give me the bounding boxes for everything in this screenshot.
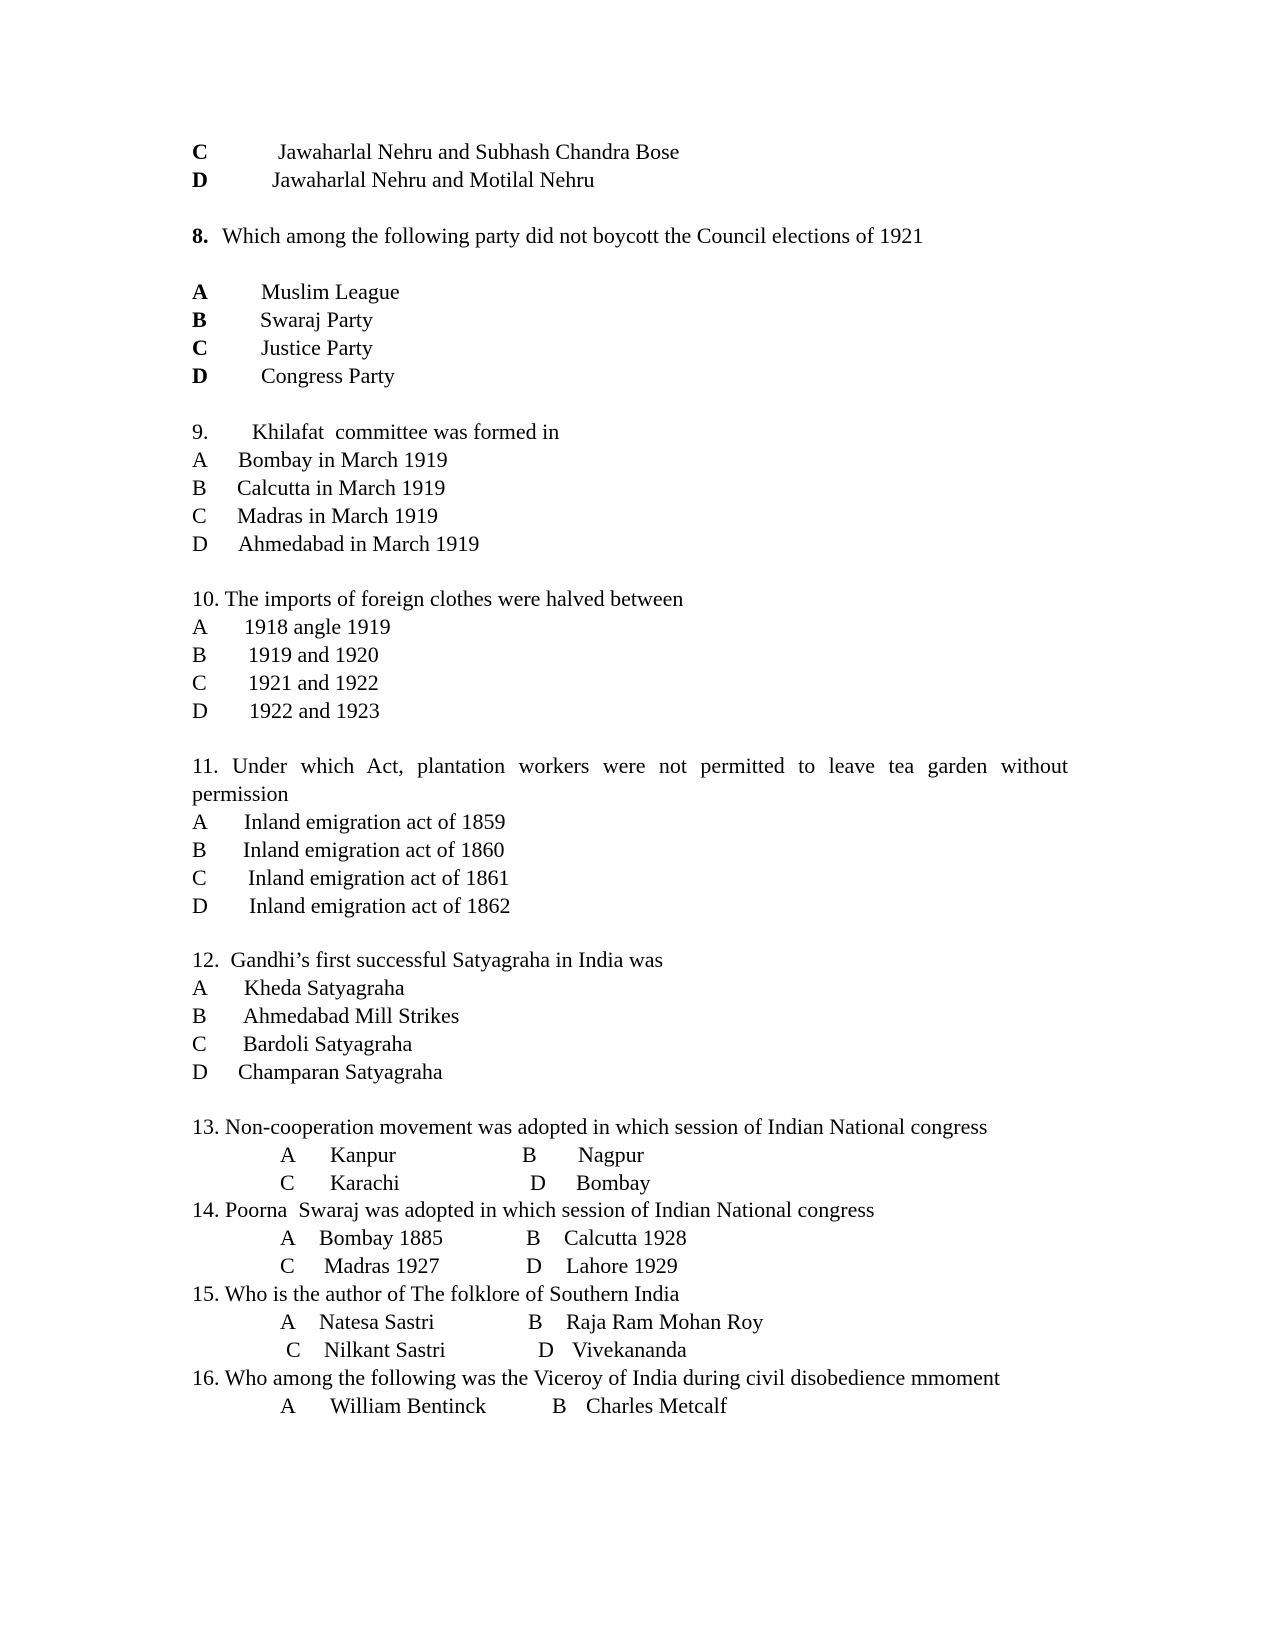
option-text: Congress Party [261, 363, 395, 388]
question-text: Khilafat committee was formed in [252, 419, 560, 444]
question-number: 9. [192, 419, 209, 444]
option-text: Justice Party [261, 335, 373, 360]
option-letter: C [280, 1170, 295, 1195]
option-letter: D [526, 1253, 542, 1278]
option-letter: C [192, 1031, 207, 1056]
option-letter: D [192, 531, 208, 556]
option-text: Kanpur [330, 1142, 396, 1167]
option-text: Jawaharlal Nehru and Motilal Nehru [272, 167, 595, 192]
option-letter: B [192, 307, 207, 332]
option-text: Kheda Satyagraha [244, 975, 405, 1000]
option-text: Nagpur [578, 1142, 644, 1167]
option-text: Calcutta in March 1919 [237, 475, 446, 500]
option-text: Natesa Sastri [319, 1309, 435, 1334]
option-text: Muslim League [261, 279, 400, 304]
option-text: 1919 and 1920 [248, 642, 379, 667]
option-letter: B [192, 1003, 207, 1028]
option-text: William Bentinck [330, 1393, 487, 1418]
option-letter: B [528, 1309, 543, 1334]
option-letter: A [280, 1309, 296, 1334]
option-text: Inland emigration act of 1859 [244, 809, 506, 834]
option-text: Inland emigration act of 1861 [248, 865, 510, 890]
option-letter: A [280, 1142, 296, 1167]
option-text: 1921 and 1922 [248, 670, 379, 695]
option-letter: A [280, 1225, 296, 1250]
question-text: 14. Poorna Swaraj was adopted in which session of Indian National congress [192, 1197, 875, 1222]
option-text: Charles Metcalf [586, 1393, 728, 1418]
option-letter: A [280, 1393, 296, 1418]
option-letter: C [192, 139, 208, 164]
option-text: Madras 1927 [324, 1253, 440, 1278]
question-text: 15. Who is the author of The folklore of Southern India [192, 1281, 680, 1306]
option-text: Ahmedabad Mill Strikes [243, 1003, 460, 1028]
option-text: Nilkant Sastri [324, 1337, 446, 1362]
option-text: Bombay in March 1919 [238, 447, 448, 472]
option-text: Bardoli Satyagraha [243, 1031, 413, 1056]
question-text: 11. Under which Act, plantation workers were not permitted to leave tea garden without [192, 753, 1068, 778]
option-text: 1918 angle 1919 [244, 614, 391, 639]
option-letter: D [192, 1059, 208, 1084]
option-letter: A [192, 279, 208, 304]
option-letter: B [192, 837, 207, 862]
option-letter: A [192, 614, 208, 639]
option-letter: C [192, 865, 207, 890]
option-text: Inland emigration act of 1860 [243, 837, 505, 862]
option-letter: B [522, 1142, 537, 1167]
question-text: 10. The imports of foreign clothes were halved between [192, 586, 684, 611]
question-text: 13. Non-cooperation movement was adopted in which session of Indian National congress [192, 1114, 988, 1139]
option-text: Calcutta 1928 [564, 1225, 687, 1250]
option-text: Karachi [330, 1170, 400, 1195]
option-text: Raja Ram Mohan Roy [566, 1309, 764, 1334]
question-text: Which among the following party did not boycott the Council elections of 1921 [222, 223, 924, 248]
option-letter: D [530, 1170, 546, 1195]
option-letter: C [192, 335, 208, 360]
option-letter: A [192, 809, 208, 834]
option-letter: C [280, 1253, 295, 1278]
option-letter: C [192, 503, 207, 528]
option-text: Bombay [576, 1170, 651, 1195]
option-text: Swaraj Party [260, 307, 374, 332]
option-text: Lahore 1929 [566, 1253, 678, 1278]
option-letter: A [192, 447, 208, 472]
option-text: Inland emigration act of 1862 [249, 893, 511, 918]
option-text: Champaran Satyagraha [238, 1059, 443, 1084]
question-text: 16. Who among the following was the Viceroy of India during civil disobedience mmoment [192, 1365, 1001, 1390]
option-letter: B [192, 642, 207, 667]
option-text: 1922 and 1923 [249, 698, 380, 723]
question-text-continued: permission [192, 781, 289, 806]
option-text: Bombay 1885 [319, 1225, 444, 1250]
option-text: Madras in March 1919 [237, 503, 439, 528]
option-letter: B [552, 1393, 567, 1418]
option-letter: D [192, 893, 208, 918]
question-text: 12. Gandhi’s first successful Satyagraha in India was [192, 947, 664, 972]
option-letter: A [192, 975, 208, 1000]
option-text: Vivekananda [572, 1337, 687, 1362]
option-text: Jawaharlal Nehru and Subhash Chandra Bose [278, 139, 680, 164]
option-letter: C [286, 1337, 301, 1362]
option-letter: B [526, 1225, 541, 1250]
option-letter: D [192, 167, 208, 192]
option-letter: D [192, 363, 208, 388]
option-letter: C [192, 670, 207, 695]
question-number: 8. [192, 223, 209, 248]
option-letter: D [192, 698, 208, 723]
option-letter: B [192, 475, 207, 500]
option-letter: D [538, 1337, 554, 1362]
option-text: Ahmedabad in March 1919 [238, 531, 480, 556]
